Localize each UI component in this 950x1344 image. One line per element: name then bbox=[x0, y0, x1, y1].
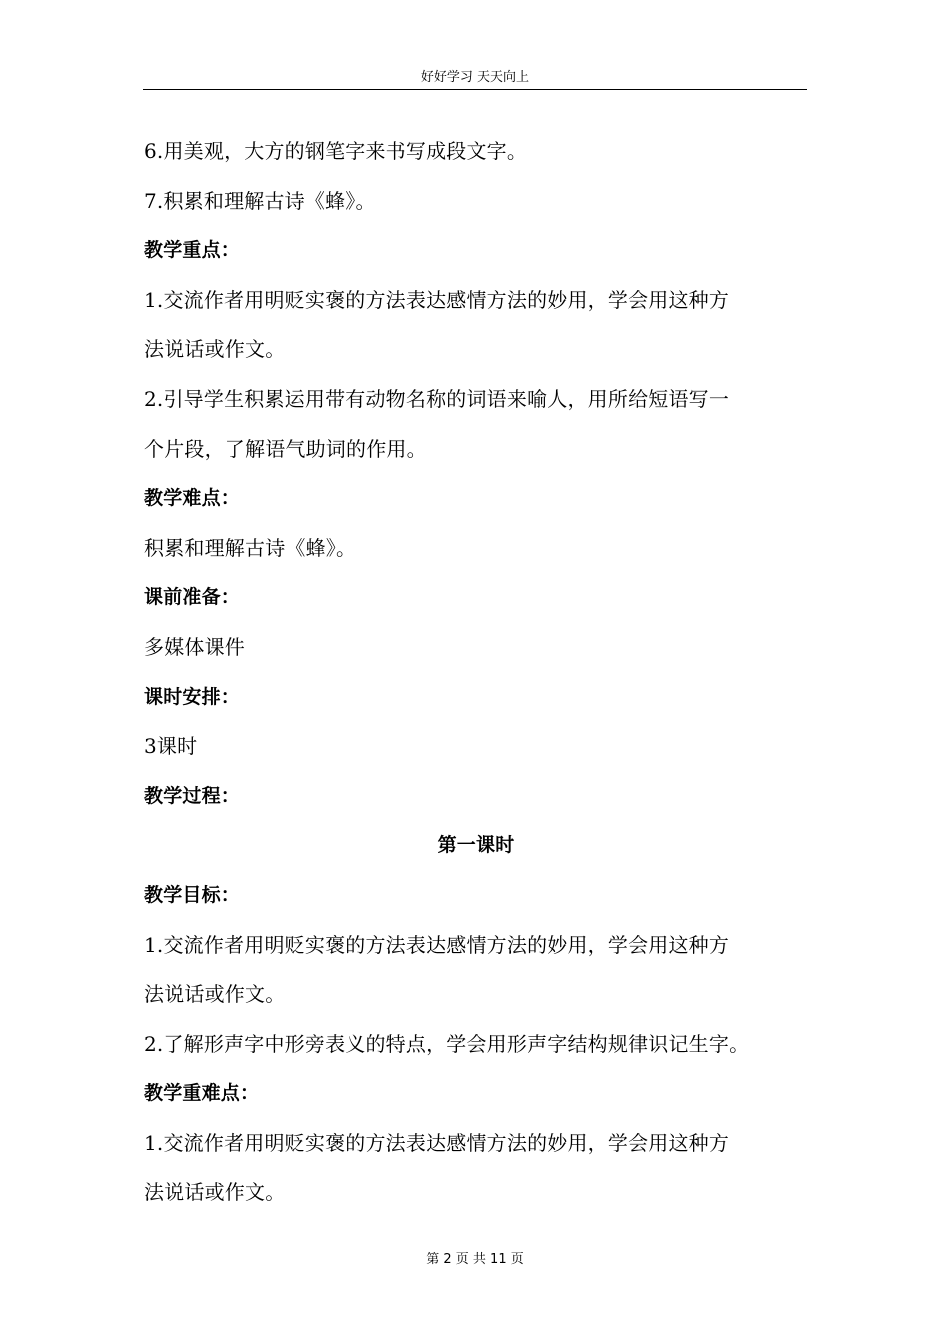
section-heading-preparation: 课前准备： bbox=[144, 586, 241, 609]
list-item-continuation: 法说话或作文。 bbox=[144, 337, 286, 362]
document-body bbox=[144, 127, 808, 1218]
section-heading-difficulties: 教学难点： bbox=[144, 487, 241, 510]
lesson-title: 第一课时 bbox=[437, 834, 515, 857]
list-item: 2.引导学生积累运用带有动物名称的词语来喻人，用所给短语写一 bbox=[144, 386, 730, 411]
paragraph: 3课时 bbox=[144, 734, 198, 759]
page-footer: 第 2 页 共 11 页 bbox=[426, 1252, 524, 1267]
list-item: 7.积累和理解古诗《蜂》。 bbox=[144, 188, 376, 213]
section-heading-key-points: 教学重点： bbox=[144, 239, 241, 262]
paragraph: 积累和理解古诗《蜂》。 bbox=[144, 535, 357, 560]
list-item-continuation: 法说话或作文。 bbox=[144, 982, 286, 1007]
list-item: 2.了解形声字中形旁表义的特点，学会用形声字结构规律识记生字。 bbox=[144, 1031, 750, 1056]
list-item-continuation: 个片段，了解语气助词的作用。 bbox=[144, 436, 427, 461]
list-item-continuation: 法说话或作文。 bbox=[144, 1180, 286, 1205]
list-item: 1.交流作者用明贬实褒的方法表达感情方法的妙用，学会用这种方 bbox=[144, 932, 730, 957]
list-item: 1.交流作者用明贬实褒的方法表达感情方法的妙用，学会用这种方 bbox=[144, 1130, 730, 1155]
list-item: 1.交流作者用明贬实褒的方法表达感情方法的妙用，学会用这种方 bbox=[144, 287, 730, 312]
paragraph: 多媒体课件 bbox=[144, 634, 245, 659]
section-heading-schedule: 课时安排： bbox=[144, 685, 241, 708]
section-heading-process: 教学过程： bbox=[144, 784, 241, 807]
section-heading-objectives: 教学目标： bbox=[144, 883, 241, 906]
list-item: 6.用美观，大方的钢笔字来书写成段文字。 bbox=[144, 139, 528, 163]
page-header: 好好学习 天天向上 bbox=[143, 68, 807, 90]
section-heading-key-difficulties: 教学重难点： bbox=[144, 1082, 260, 1105]
